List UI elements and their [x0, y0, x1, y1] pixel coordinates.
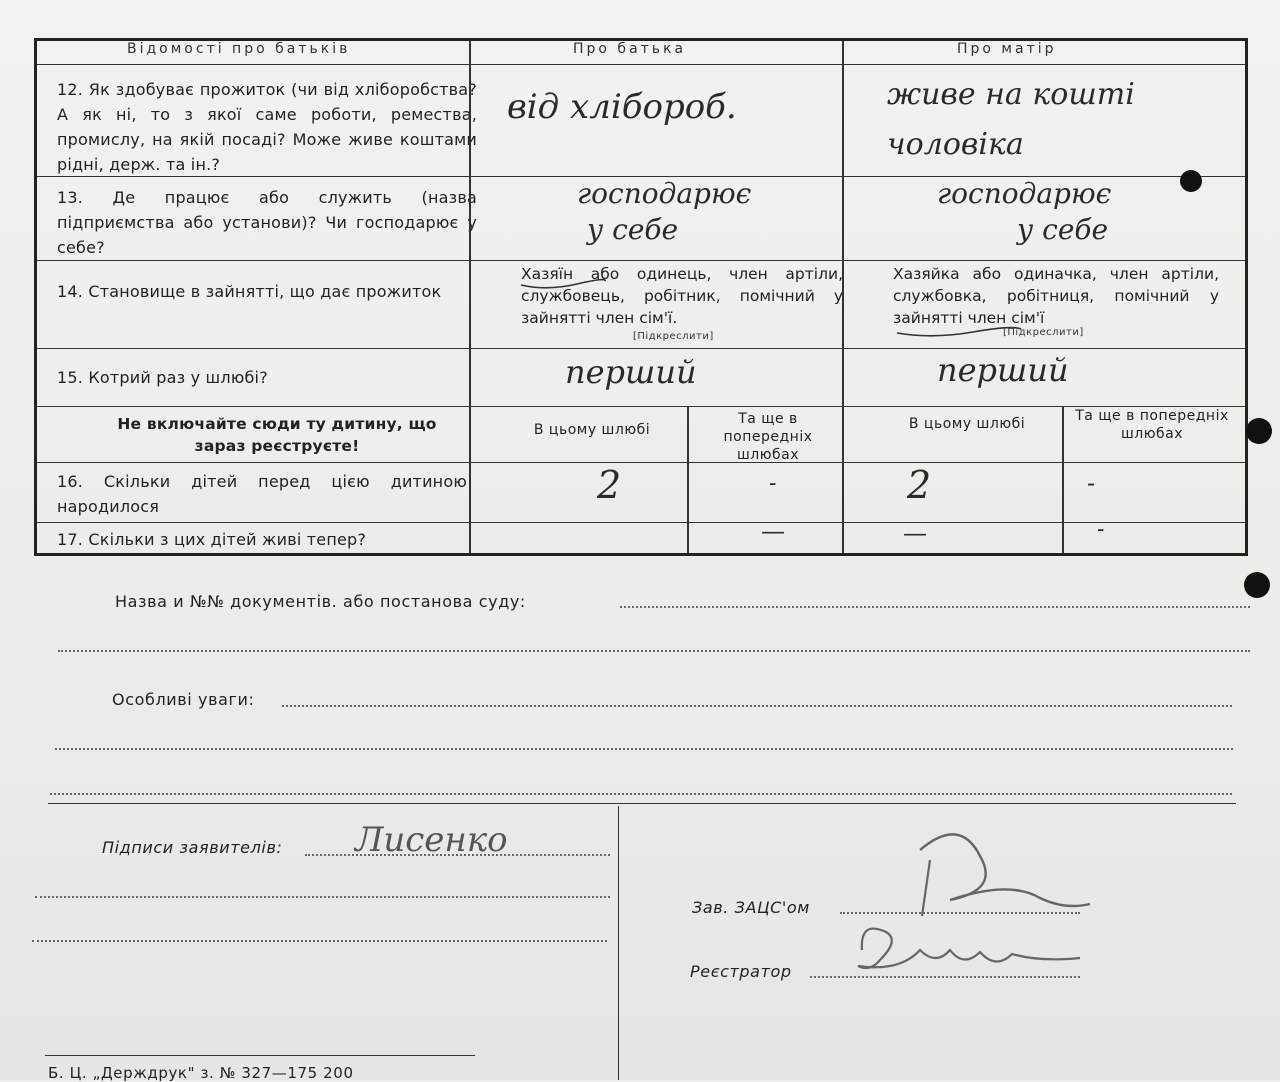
col-divider-question — [469, 41, 471, 553]
col-divider-parents — [842, 41, 844, 553]
question-17: 17. Скільки з цих дітей живі тепер? — [57, 530, 367, 549]
father-alive-prev: — — [761, 517, 785, 545]
ink-blot — [1180, 170, 1202, 192]
row-q12 — [37, 65, 1245, 177]
mother-answer-12-line2: чоловіка — [887, 127, 1024, 162]
mother-underline-note: [Підкреслити] — [1003, 327, 1084, 338]
header-father: Про батька — [573, 41, 687, 57]
mother-children-prev: - — [1087, 469, 1096, 497]
row-q13 — [37, 177, 1245, 261]
documents-line-2 — [58, 650, 1250, 652]
section-divider — [48, 803, 1236, 804]
parents-info-table — [34, 38, 1248, 556]
father-col-prev: Та ще в попередніх шлюбах — [723, 411, 813, 463]
father-options-14: Хазяїн або одинець, член артіли, службовець, робітник, помічний у зайнятті член сім'ї. — [521, 265, 843, 327]
father-underline-note: [Підкреслити] — [633, 331, 714, 342]
notes-label: Особливі уваги: — [112, 690, 255, 709]
mother-answer-12-line1: живе на кошті — [887, 77, 1135, 112]
father-answer-13-line1: господарює — [577, 177, 752, 210]
father-children-this: 2 — [597, 463, 622, 507]
mother-col-prev: Та ще в попередніх шлюбах — [1075, 408, 1229, 442]
father-children-prev: - — [769, 471, 777, 496]
applicants-label: Підписи заявителів: — [102, 838, 283, 857]
notes-line-3 — [50, 793, 1232, 795]
mother-alive-prev: - — [1097, 517, 1105, 542]
question-15: 15. Котрий раз у шлюбі? — [57, 368, 268, 387]
question-16: 16. Скільки дітей перед цією дитиною народилося — [57, 472, 467, 516]
applicants-line-3 — [32, 940, 607, 942]
punch-hole-2 — [1244, 572, 1270, 598]
mother-underline-mark — [893, 325, 1023, 341]
applicants-line-2 — [35, 896, 610, 898]
documents-label: Назва и №№ документів. або постанова суду: — [115, 592, 526, 611]
father-answer-13-line2: у себе — [587, 213, 679, 246]
punch-hole-1 — [1246, 418, 1272, 444]
mother-answer-13-line2: у себе — [1017, 213, 1109, 246]
mother-alive-this: — — [903, 519, 927, 547]
col-divider-father-sub — [687, 407, 689, 553]
notes-line-2 — [55, 748, 1233, 750]
father-underline-mark — [517, 275, 607, 291]
mother-col-this: В цьому шлюбі — [908, 416, 1026, 432]
father-answer-15: перший — [565, 353, 697, 391]
mother-answer-13-line1: господарює — [937, 177, 1112, 210]
printer-footer: Б. Ц. „Держдрук" з. № 327—175 200 — [48, 1064, 354, 1082]
father-answer-12: від хлібороб. — [507, 87, 737, 127]
registrar-signature — [840, 910, 1100, 990]
registrar-label: Реєстратор — [690, 962, 792, 981]
warning-note: Не включайте сюди ту дитину, що зараз реєструєте! — [117, 415, 437, 455]
applicants-line-1 — [305, 854, 610, 856]
header-mother: Про матір — [957, 41, 1057, 57]
row-q15 — [37, 349, 1245, 407]
table-header-row — [37, 41, 1245, 65]
question-13: 13. Де працює або служить (назва підприємства або установи)? Чи господарює у себе? — [57, 188, 477, 257]
col-divider-mother-sub — [1062, 407, 1064, 553]
father-col-this: В цьому шлюбі — [533, 422, 651, 438]
mother-children-this: 2 — [907, 463, 932, 507]
applicant-signature: Лисенко — [355, 820, 508, 860]
signature-divider — [618, 806, 619, 1080]
head-label: Зав. ЗАЦС'ом — [692, 898, 810, 917]
notes-line-1 — [282, 705, 1232, 707]
footer-rule — [45, 1055, 475, 1056]
mother-answer-15: перший — [937, 351, 1069, 389]
header-info: Відомості про батьків — [127, 41, 351, 57]
row-q14 — [37, 261, 1245, 349]
mother-options-14: Хазяйка або одиначка, член артіли, службовка, робітниця, помічний у зайнятті член сім'ї — [893, 265, 1219, 327]
question-12: 12. Як здобуває прожиток (чи від хліборобства? А як ні, то з якої саме роботи, ремества, промислу, на якій посаді? Може живе коштами рідні, держ. та ін.? — [57, 80, 477, 174]
documents-line-1 — [620, 606, 1250, 608]
question-14: 14. Становище в зайнятті, що дає прожиток — [57, 282, 442, 301]
